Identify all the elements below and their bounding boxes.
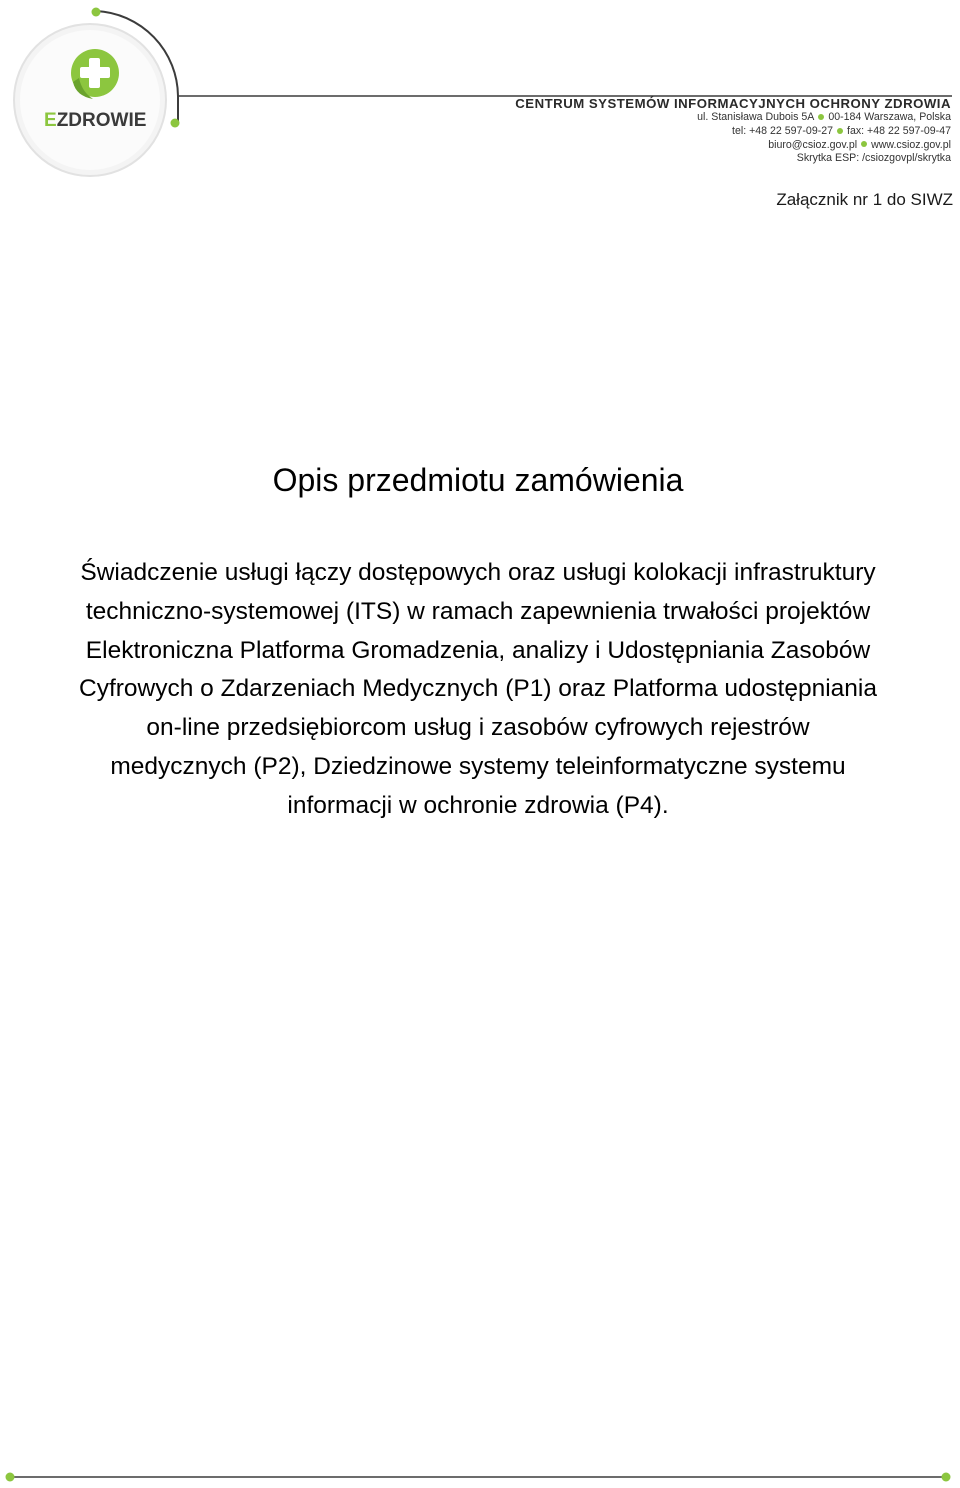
document-subject	[16, 554, 940, 826]
subject-line: medycznych (P2), Dziedzinowe systemy teleinformatyczne systemu	[110, 752, 846, 780]
address-line	[515, 111, 951, 125]
logo-wordmark-rest: ZDROWIE	[56, 110, 147, 131]
esp-line	[515, 152, 951, 166]
esp-inbox: Skrytka ESP: /csiozgovpl/skrytka	[796, 152, 951, 165]
address-street: ul. Stanisława Dubois 5A	[697, 111, 815, 123]
separator-dot-icon	[818, 114, 824, 120]
subject-line: Świadczenie usługi łączy dostępowych oraz usługi kolokacji infrastruktury	[80, 559, 876, 586]
accent-dot-top	[92, 8, 101, 17]
subject-line: on-line przedsiębiorcom usług i zasobów cyfrowych rejestrów	[146, 714, 810, 742]
separator-dot-icon	[837, 128, 843, 134]
footer-rule	[0, 1468, 960, 1488]
logo-wordmark	[44, 110, 154, 132]
footer-dot-right	[942, 1473, 951, 1482]
website-url: www.csioz.gov.pl	[871, 138, 951, 151]
contact-line	[515, 139, 951, 153]
subject-line: techniczno-systemowej (ITS) w ramach zapewnienia trwałości projektów	[85, 597, 871, 625]
address-city: 00-184 Warszawa, Polska	[828, 111, 951, 123]
organization-name: CENTRUM SYSTEMÓW INFORMACYJNYCH OCHRONY ZDROWIA	[515, 96, 951, 111]
attachment-note: Załącznik nr 1 do SIWZ	[776, 190, 953, 209]
separator-dot-icon	[861, 141, 867, 147]
subject-line: informacji w ochronie zdrowia (P4).	[287, 791, 669, 819]
email-address: biuro@csioz.gov.pl	[768, 138, 858, 151]
organization-info	[515, 96, 951, 166]
subject-line: Elektroniczna Platforma Gromadzenia, analizy i Udostępniania Zasobów	[85, 636, 871, 664]
logo-wordmark-first: E	[44, 110, 57, 131]
accent-dot-side	[171, 119, 180, 128]
phone-line	[515, 125, 951, 139]
subject-line: Cyfrowych o Zdarzeniach Medycznych (P1) oraz Platforma udostępniania	[79, 675, 877, 703]
fax-number: fax: +48 22 597-09-47	[847, 124, 951, 137]
document-title: Opis przedmiotu zamówienia	[272, 462, 684, 498]
footer-dot-left	[6, 1473, 15, 1482]
phone-number: tel: +48 22 597-09-27	[732, 124, 834, 137]
